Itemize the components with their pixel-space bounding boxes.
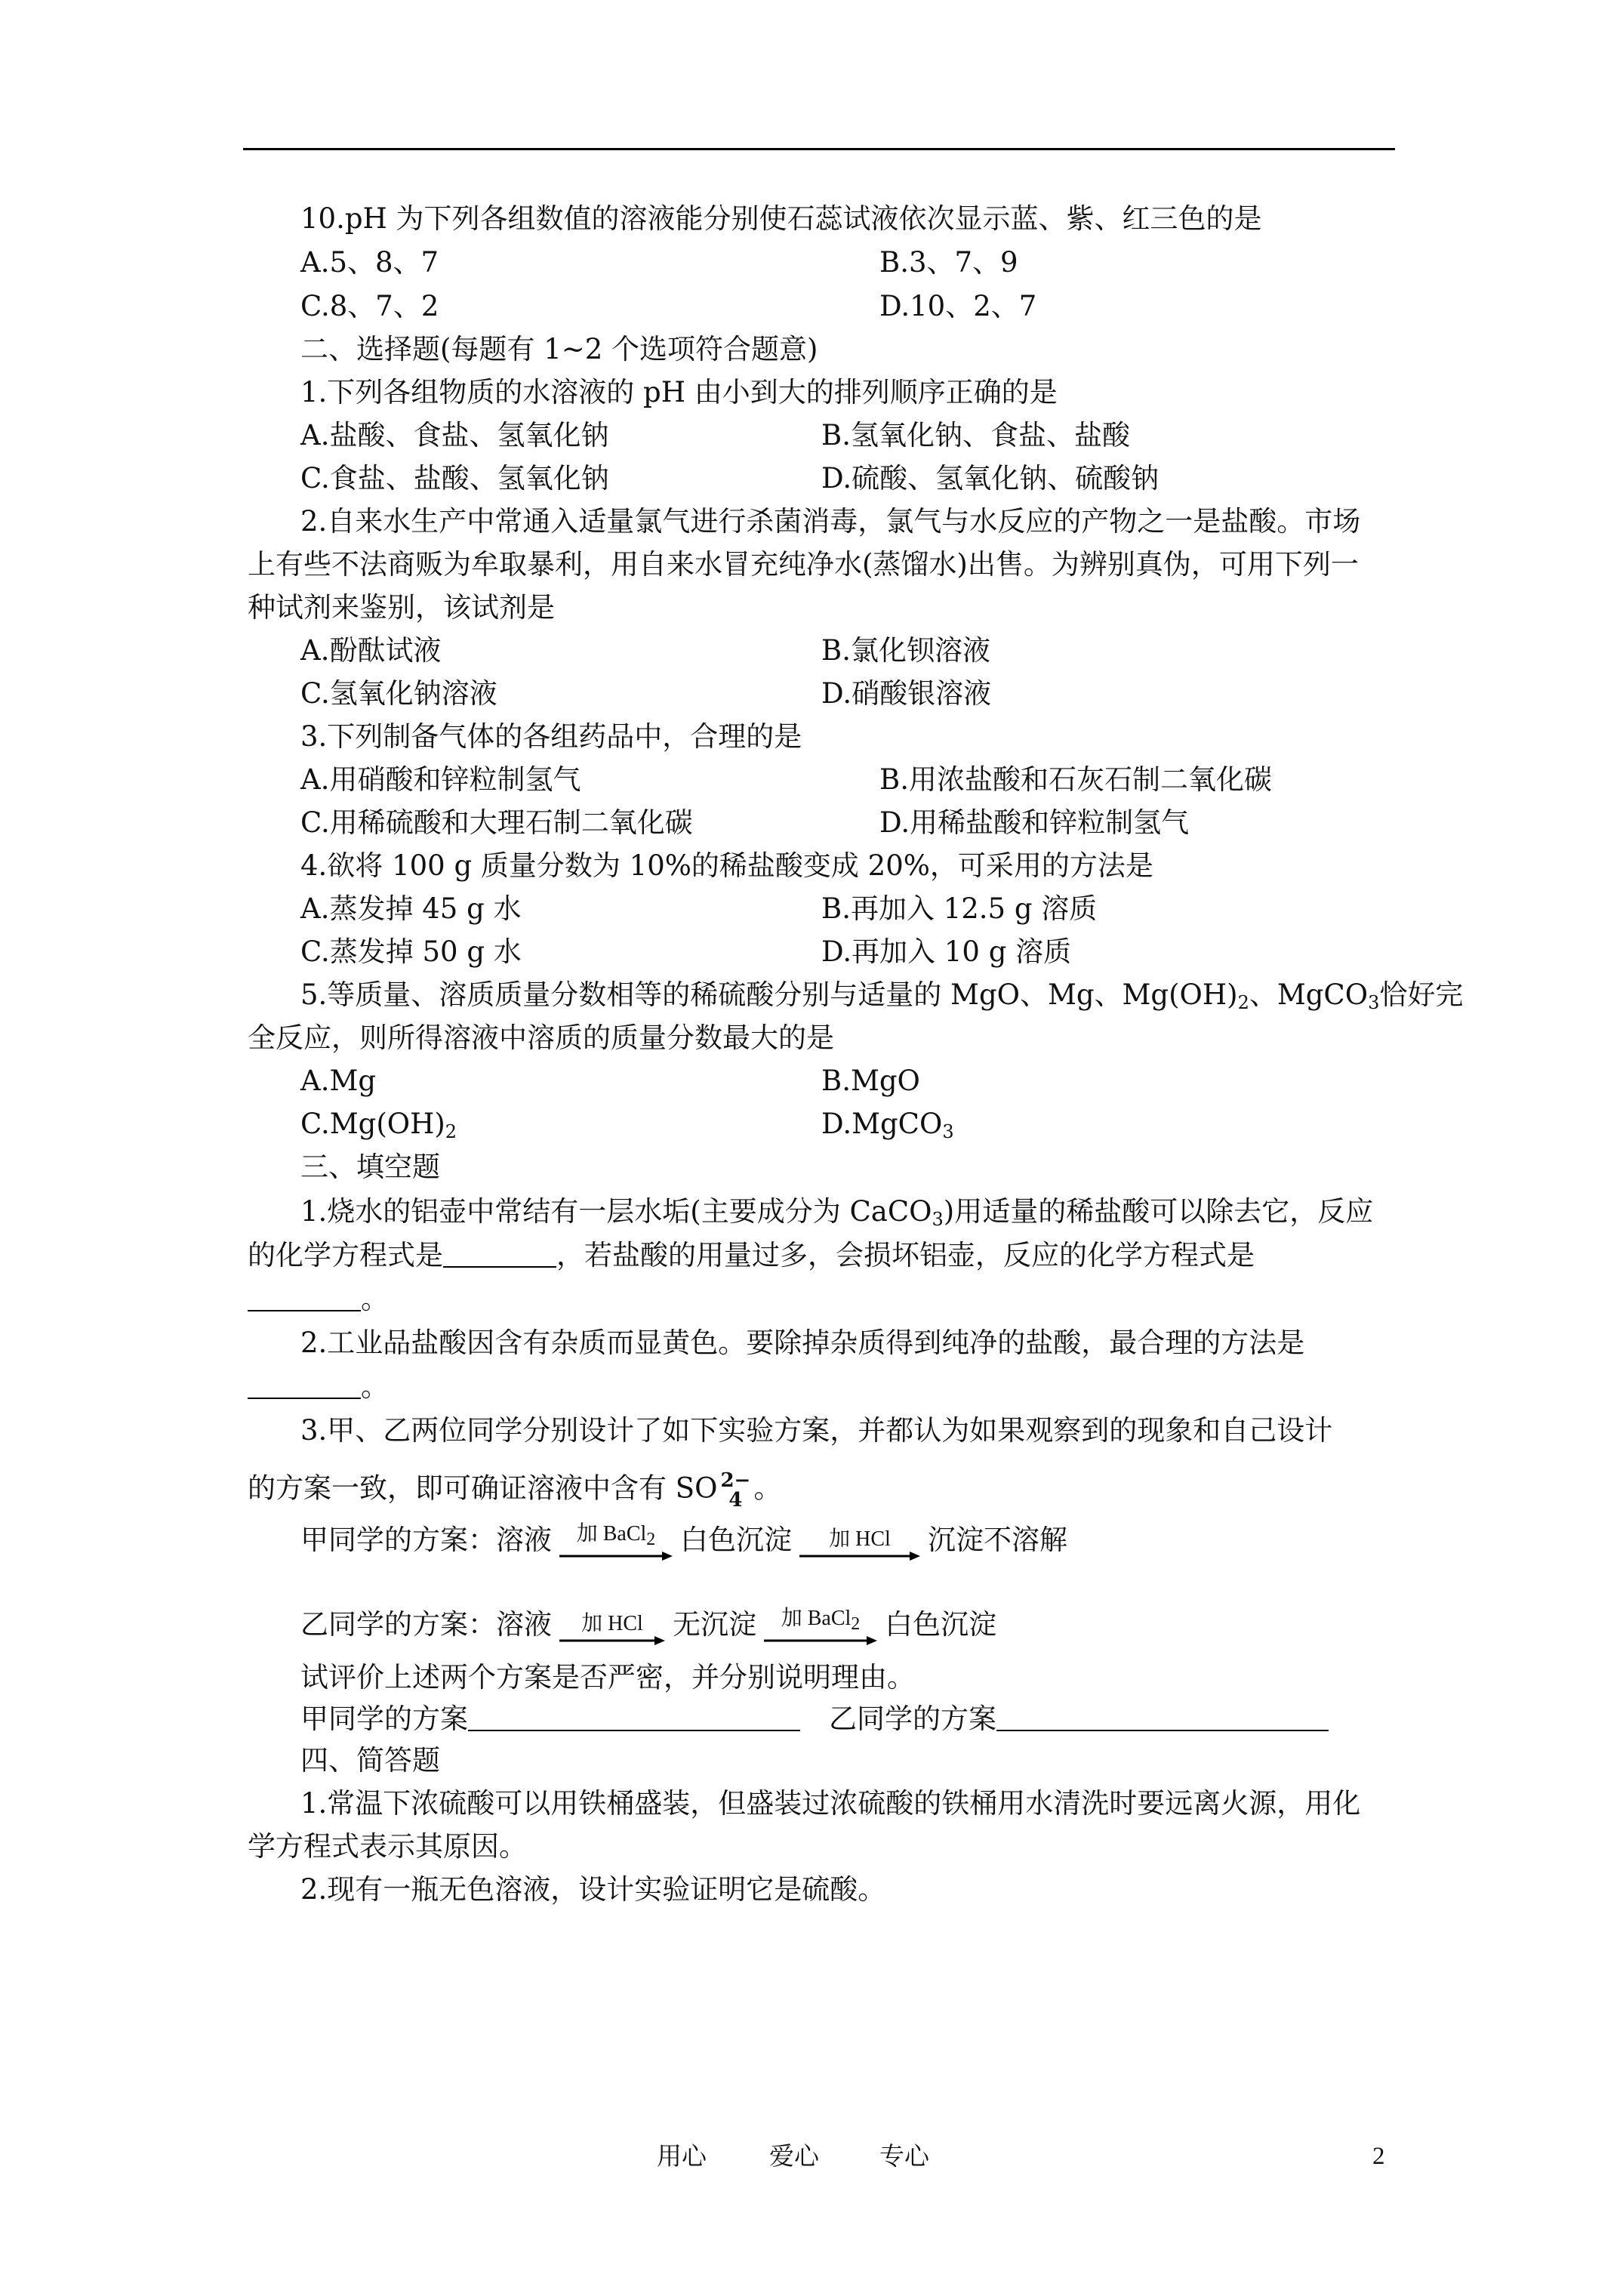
answer-blank[interactable] (248, 1284, 361, 1311)
q10-option-d: D.10、2、7 (879, 290, 1037, 322)
s2-q4-option-c: C.蒸发掉 50 g 水 (300, 935, 522, 968)
footer-text: 爱心 (769, 2141, 819, 2171)
footer-text: 用心 (657, 2141, 707, 2171)
arrow-add-hcl: 加 HCl (559, 1613, 665, 1646)
s2-q1-option-d: D.硫酸、氢氧化钠、硫酸钠 (821, 462, 1160, 495)
q10-option-c: C.8、7、2 (300, 290, 439, 322)
header-rule (243, 148, 1395, 150)
section2-title: 二、选择题(每题有 1~2 个选项符合题意) (300, 333, 818, 365)
s2-q3-option-d: D.用稀盐酸和锌粒制氢气 (879, 806, 1190, 839)
q10-option-a: A.5、8、7 (300, 246, 439, 279)
s2-q3-option-a: A.用硝酸和锌粒制氢气 (300, 763, 581, 796)
s2-q3-stem: 3.下列制备气体的各组药品中，合理的是 (300, 720, 802, 753)
s2-q3-option-c: C.用稀硫酸和大理石制二氧化碳 (300, 806, 693, 839)
s3-q1-line1: 1.烧水的铝壶中常结有一层水垢(主要成分为 CaCO$_3$)用适量的稀盐酸可以除去它，反应 (300, 1195, 1374, 1230)
s2-q5-option-c: $C.Mg(OH)_2$ (300, 1108, 457, 1142)
s2-q2-option-c: C.氢氧化钠溶液 (300, 677, 497, 710)
s2-q1-stem: 1.下列各组物质的水溶液的 pH 由小到大的排列顺序正确的是 (300, 376, 1058, 408)
s2-q2-line3: 种试剂来鉴别，该试剂是 (248, 591, 555, 624)
answer-blank[interactable] (468, 1704, 800, 1731)
answer-blank[interactable] (996, 1704, 1329, 1731)
s2-q5-line2: 全反应，则所得溶液中溶质的质量分数最大的是 (248, 1022, 834, 1054)
q10-stem: 10.pH 为下列各组数值的溶液能分别使石蕊试液依次显示蓝、紫、红三色的是 (300, 202, 1262, 235)
jia-answer-line: 甲同学的方案 (300, 1703, 800, 1736)
s2-q1-option-c: C.食盐、盐酸、氢氧化钠 (300, 462, 609, 495)
q10-option-b: B.3、7、9 (879, 246, 1018, 279)
s3-q1-line2: 的化学方程式是 ，若盐酸的用量过多，会损坏铝壶，反应的化学方程式是 (248, 1239, 1255, 1271)
s2-q1-option-a: A.盐酸、食盐、氢氧化钠 (300, 419, 609, 451)
page-number: 2 (1372, 2143, 1385, 2170)
s4-q1-line2: 学方程式表示其原因。 (248, 1830, 527, 1863)
footer-text: 专心 (879, 2141, 929, 2171)
s2-q5-option-b: B.MgO (821, 1065, 920, 1097)
s2-q2-option-b: B.氯化钡溶液 (821, 634, 990, 667)
s2-q4-option-d: D.再加入 10 g 溶质 (821, 935, 1072, 968)
jia-scheme: 甲同学的方案：溶液 加 BaCl$_2$ 白色沉淀 加 HCl 沉淀不溶解 (300, 1519, 1067, 1561)
s2-q5-option-a: A.Mg (300, 1065, 377, 1097)
yi-answer-line: 乙同学的方案 (829, 1703, 1329, 1736)
s3-q3-eval: 试评价上述两个方案是否严密，并分别说明理由。 (300, 1661, 915, 1693)
sulfate-charge: 2− 4 (720, 1469, 751, 1512)
s2-q2-option-d: D.硝酸银溶液 (821, 677, 992, 710)
s2-q4-option-b: B.再加入 12.5 g 溶质 (821, 892, 1098, 925)
s3-q3-line2: 的方案一致，即可确证溶液中含有 SO 2− 4 。 (248, 1469, 782, 1512)
s4-q1-line1: 1.常温下浓硫酸可以用铁桶盛装，但盛装过浓硫酸的铁桶用水清洗时要远离火源，用化 (300, 1787, 1361, 1820)
s3-q2-line2: 。 (248, 1370, 389, 1404)
arrow-add-bacl2: 加 BaCl$_2$ (764, 1607, 877, 1646)
s3-q2-line1: 2.工业品盐酸因含有杂质而显黄色。要除掉杂质得到纯净的盐酸，最合理的方法是 (300, 1327, 1305, 1359)
s3-q1-line3: 。 (248, 1283, 389, 1316)
s2-q1-option-b: B.氢氧化钠、食盐、盐酸 (821, 419, 1130, 451)
s2-q2-line2: 上有些不法商贩为牟取暴利，用自来水冒充纯净水(蒸馏水)出售。为辨别真伪，可用下列一 (248, 548, 1359, 581)
answer-blank[interactable] (443, 1240, 556, 1268)
s2-q5-option-d: D.MgCO$_3$ (821, 1108, 954, 1142)
s2-q2-option-a: A.酚酞试液 (300, 634, 442, 667)
section4-title: 四、简答题 (300, 1744, 440, 1777)
s2-q5-line1: 5.等质量、溶质质量分数相等的稀硫酸分别与适量的 MgO、Mg、$Mg(OH)_2$、MgCO$_3$恰好完 (300, 978, 1464, 1013)
s3-q3-line1: 3.甲、乙两位同学分别设计了如下实验方案，并都认为如果观察到的现象和自己设计 (300, 1414, 1333, 1447)
answer-blank[interactable] (248, 1372, 361, 1399)
s2-q4-option-a: A.蒸发掉 45 g 水 (300, 892, 522, 925)
arrow-add-hcl: 加 HCl (799, 1528, 920, 1561)
arrow-add-bacl2: 加 BaCl$_2$ (559, 1523, 673, 1561)
yi-scheme: 乙同学的方案：溶液 加 HCl 无沉淀 加 BaCl$_2$ 白色沉淀 (300, 1604, 996, 1646)
s4-q2-stem: 2.现有一瓶无色溶液，设计实验证明它是硫酸。 (300, 1873, 886, 1906)
s2-q4-stem: 4.欲将 100 g 质量分数为 10%的稀盐酸变成 20%，可采用的方法是 (300, 849, 1153, 882)
s2-q2-line1: 2.自来水生产中常通入适量氯气进行杀菌消毒，氯气与水反应的产物之一是盐酸。市场 (300, 505, 1361, 538)
s2-q3-option-b: B.用浓盐酸和石灰石制二氧化碳 (879, 763, 1272, 796)
section3-title: 三、填空题 (300, 1151, 440, 1183)
